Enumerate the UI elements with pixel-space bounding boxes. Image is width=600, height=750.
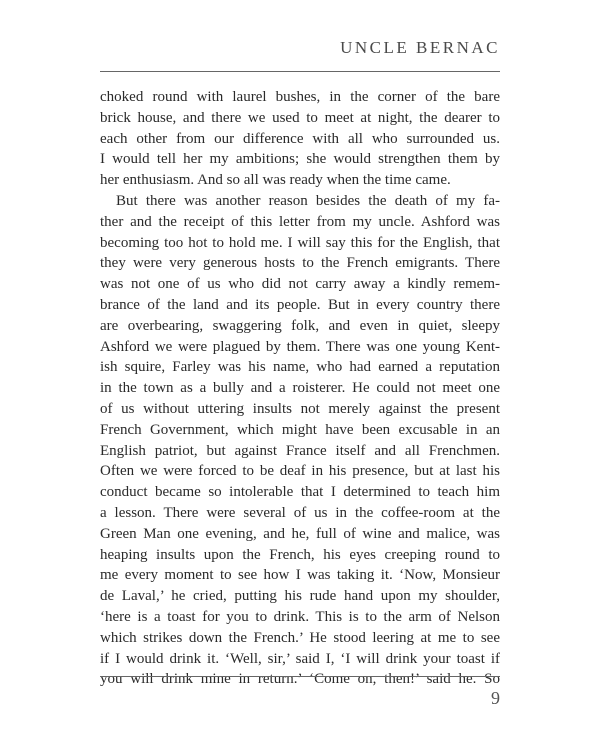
text-line: de Laval,’ he cried, putting his rude hand upon my shoulder, [100,588,500,605]
text-line: was not one of us who did not carry away a kindly remem- [100,276,500,293]
text-line: I would tell her my ambitions; she would strengthen them by [100,151,500,168]
text-line: ther and the receipt of this letter from my uncle. Ashford was [100,213,500,230]
text-line: if I would drink it. ‘Well, sir,’ said I, ‘I will drink your toast if [100,650,500,667]
paragraph-2 [100,191,500,690]
text-line: me every moment to see how I was taking it. ‘Now, Monsieur [100,567,500,584]
page-number: 9 [491,688,500,708]
running-head-title: UNCLE BERNAC [340,38,500,57]
text-line: choked round with laurel bushes, in the corner of the bare [100,89,500,105]
text-line: Ashford we were plagued by them. There was one young Kent- [100,338,500,355]
text-line: of us without uttering insults not merely against the present [100,400,500,417]
text-line: in the town as a bully and a roisterer. He could not meet one [100,380,500,397]
text-line: brance of the land and its people. But in every country there [100,296,500,313]
text-line: brick house, and there we used to meet at night, the dearer to [100,109,500,126]
text-line: Green Man one evening, and he, full of wine and malice, was [100,525,500,542]
text-line: ish squire, Farley was his name, who had earned a reputation [100,359,500,376]
text-line: are overbearing, swaggering folk, and even in quiet, sleepy [100,317,500,334]
header-rule [100,71,500,72]
text-line: they were very generous hosts to the French emigrants. There [100,255,500,272]
text-line: heaping insults upon the French, his eyes creeping round to [100,546,500,563]
text-line: each other from our difference with all who surrounded us. [100,130,500,147]
footer-rule [100,676,500,677]
text-line: her enthusiasm. And so all was ready when the time came. [100,172,451,189]
text-line: English patriot, but against France itself and all Frenchmen. [100,442,500,459]
paragraph-1 [100,87,500,191]
text-line: ‘here is a toast for you to drink. This is to the arm of Nelson [100,608,500,625]
text-line: which strikes down the French.’ He stood leering at me to see [100,629,500,646]
text-line: But there was another reason besides the death of my fa- [116,192,500,209]
text-line: Often we were forced to be deaf in his presence, but at last his [100,463,500,480]
text-line: becoming too hot to hold me. I will say this for the English, that [100,234,500,251]
text-line: a lesson. There were several of us in the coffee-room at the [100,504,500,521]
body-text [100,87,500,690]
text-line: French Government, which might have been excusable in an [100,421,500,438]
text-line: conduct became so intolerable that I determined to teach him [100,484,500,501]
text-line: you will drink mine in return.’ ‘Come on, then!’ said he. So [100,671,500,688]
